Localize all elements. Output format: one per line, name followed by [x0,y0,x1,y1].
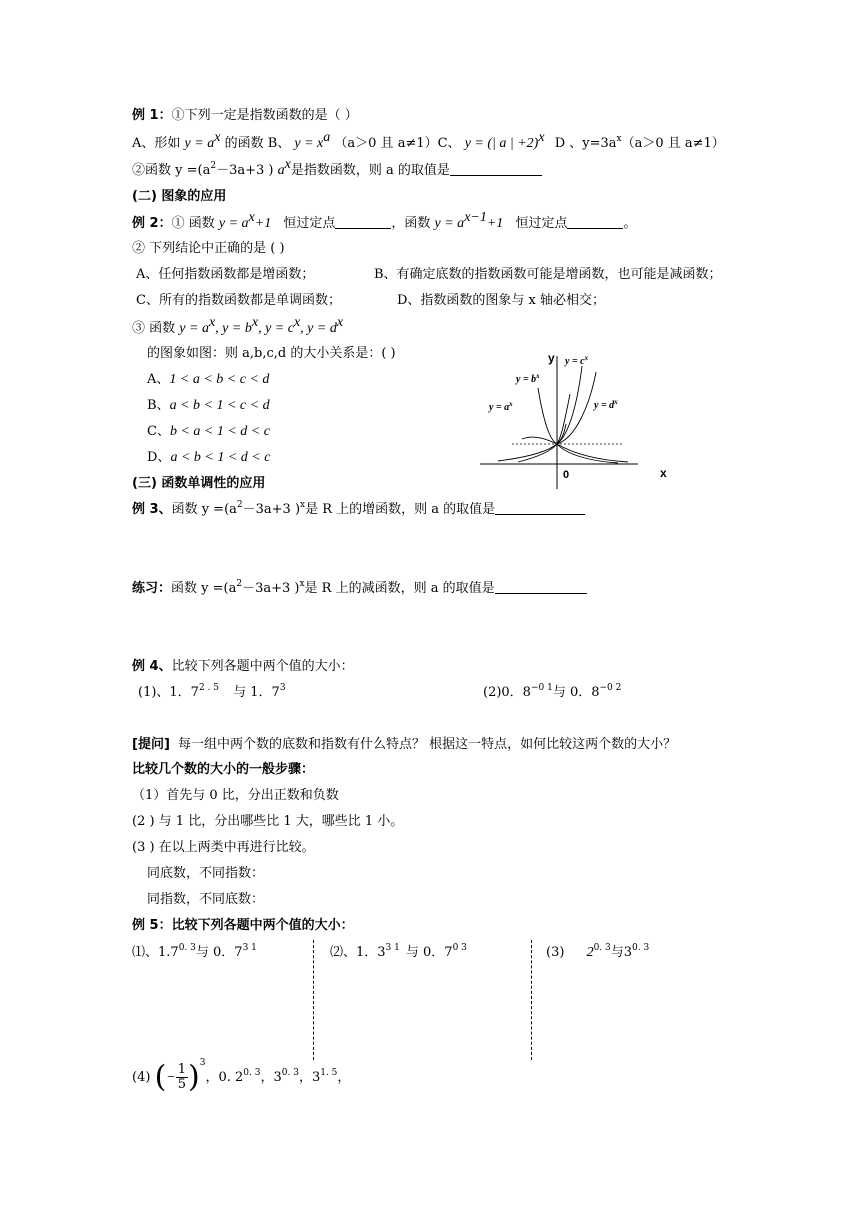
ex2-optD [147,449,270,467]
ex1-optC-sup: x [538,130,545,145]
ex1-optD-sup: x [616,134,622,144]
ex5-p2 [330,944,467,962]
ex1-q2-line [132,157,542,180]
ex1-optD: D 、y=3a [554,136,617,151]
ex2-optC-label: C、 [147,424,170,439]
ex2-p1-pre: ① 函数 [171,216,215,231]
ex4-p2-sup1: −0 1 [530,683,553,693]
ex2-p1-dot: 。 [623,216,637,231]
ex5-p4-rest1: ，0. 2 [205,1070,244,1085]
ex2-p2-cd [136,292,606,310]
ex2-p3-m4: , y = d [300,321,337,336]
ex4-p2 [483,684,621,702]
ex2-p1-mid: 恒过定点 [283,216,336,231]
ex5-p3 [546,944,649,962]
section-2-heading: (二) 图象的应用 [132,189,227,204]
ex5-p4 [132,1058,350,1098]
practice-pre: 函数 y =(a [171,581,237,596]
ex2-optA [147,371,269,389]
ex2-p1-math1: y = a [218,216,249,231]
ex5-p4-sup1: 0. 3 [243,1068,261,1078]
ex4-p1-pre: (1)、1．7 [138,685,199,700]
ex4-p1-mid: 与 1．7 [233,685,280,700]
ex3-line [132,501,585,519]
ex2-p3-s1: x [208,315,216,330]
ex2-p3-line [132,315,344,338]
ex3-sup: 2 [236,500,243,510]
ex5-p3-base1: 2 [586,945,594,960]
ex2-p3-m2: , y = b [215,321,252,336]
ex5-p2-pre: ⑵、1．3 [330,945,386,960]
ex2-p2-optA: A、任何指数函数都是增函数； [136,267,315,282]
steps-title: 比较几个数的大小的一般步骤： [132,762,315,777]
ex2-title: 例 2： [132,216,172,231]
ex2-p2: ② 下列结论中正确的是 ( ) [132,241,285,256]
answer-blank [450,162,542,176]
ex2-optA-text: 1 < a < b < c < d [169,372,270,387]
ex4-p1-sup2: 3 [279,683,286,693]
section-3-heading: (三) 函数单调性的应用 [132,476,266,491]
ex1-question: ①下列一定是指数函数的是（ ） [171,108,358,123]
ex2-optB [147,397,270,415]
ex1-q2-post: 是指数函数，则 a 的取值是 [290,163,450,178]
label-b: $y = b^x$ [516,372,540,385]
ex1-optA-math: y = a [184,136,215,151]
practice-post: 是 R 上的减函数，则 a 的取值是 [304,581,495,596]
ex1-optA-sup: x [214,130,221,145]
label-c: $y = c^x$ [565,354,589,367]
ex1-optB-post: （a＞0 且 a≠1）C、 [334,136,461,151]
curve-c-right [557,366,582,444]
ex5-p4-fraction [176,1063,188,1092]
ex1-q2-sup2: x [284,157,291,172]
ex2-p3-s4: x [336,315,344,330]
ex4-p1-sup1: 2 . 5 [198,683,220,693]
ex2-p2-optC: C、所有的指数函数都是单调函数； [136,293,341,308]
ex2-p3-desc: 的图象如图：则 a,b,c,d 的大小关系是：( ) [147,346,396,361]
ex5-p4-sup3: 1. 5 [320,1068,338,1078]
y-axis-label: y [548,351,555,365]
x-axis-label: x [660,466,667,480]
ex2-p1-math2: y = a [434,216,465,231]
answer-blank [495,501,585,515]
ex5-p4-neg: − [166,1070,176,1085]
ex1-question-line [132,107,358,125]
ex2-p1-sup2: x−1 [464,210,487,225]
step-4: 同底数，不同指数： [147,866,265,881]
ex2-p2-ab [136,266,722,284]
ex2-p3-s3: x [293,315,301,330]
ex3-mid: －3a+3 ) [242,502,301,517]
ex2-p2-optD: D、指数函数的图象与 x 轴必相交； [397,293,606,308]
fraction-numerator: 1 [177,1062,187,1077]
ex2-p3-m3: , y = c [258,321,294,336]
ex5-p4-rest2: ，3 [260,1070,282,1085]
practice-mid: －3a+3 ) [242,581,300,596]
ex1-title: 例 1： [132,108,172,123]
ex2-p1-math1b: +1 [254,216,272,231]
ex2-p3-pre: ③ 函数 [132,321,176,336]
ex2-p1-end: 恒过定点 [515,216,568,231]
ex1-optA-post: 的函数 B、 [224,136,291,151]
answer-blank [495,580,587,594]
ex1-options-line [132,130,725,153]
curve-d-right [557,372,596,444]
ex5-title: 例 5：比较下列各题中两个值的大小： [132,918,354,933]
ex5-p1-pre: ⑴、1.7 [132,945,179,960]
ex1-optD-post: （a＞0 且 a≠1） [621,136,725,151]
ex1-q2-math: a [277,163,285,178]
ex4-p2-mid: 与 0．8 [552,685,600,700]
ex2-p2-optB: B、有确定底数的指数函数可能是增函数，也可能是减函数； [374,267,722,282]
step-1: （1）首先与 0 比，分出正数和负数 [132,788,339,803]
origin-label: 0 [563,469,570,481]
ex5-p3-sup1: 0. 3 [593,943,611,953]
practice-sup2: x [299,579,305,589]
ex5-p1 [132,944,257,962]
step-5: 同指数，不同底数： [147,892,265,907]
ex4-p2-sup2: −0 2 [599,683,622,693]
ex1-optC-math: y = (| a | +2) [464,136,539,151]
ex4-title: 例 4、 [132,659,172,674]
ex2-optC-text: b < a < 1 < d < c [169,424,270,439]
ex1-optA-pre: A、形如 [132,136,181,151]
divider-2 [531,940,532,1060]
ex5-p2-mid: 与 0．7 [405,945,453,960]
ex5-p4-rest3: ，3 [298,1070,321,1085]
ex5-p3-label: (3) [546,945,565,960]
prompt-text: 每一组中两个数的底数和指数有什么特点？ 根据这一特点，如何比较这两个数的大小？ [178,737,677,752]
ex2-p3-m1: y = a [179,321,209,336]
ex4-text: 比较下列各题中两个值的大小： [171,659,354,674]
answer-blank [335,215,391,229]
exp-function-graph [478,344,683,494]
ex5-p4-sup2: 0. 3 [281,1068,299,1078]
ex4-p2-pre: (2)0．8 [483,685,531,700]
ex3-sup2: x [300,500,306,510]
prompt-label: [提问] [132,737,170,752]
ex5-p4-label: (4) [132,1070,151,1085]
divider-1 [313,940,314,1060]
ex1-optB-math: y = x [294,136,324,151]
ex5-p3-sup2: 0. 3 [632,943,650,953]
practice-line [132,580,587,598]
label-d: $y = d^x$ [594,398,618,411]
curve-b [518,394,570,462]
ex3-title: 例 3、 [132,502,172,517]
ex2-p1-mid2: ，函数 [391,216,431,231]
ex5-p2-sup1: 3 1 [385,943,400,953]
ex3-pre: 函数 y =(a [171,502,237,517]
ex2-optC [147,423,270,441]
ex5-p2-sup2: 0 3 [452,943,467,953]
practice-sup: 2 [236,579,243,589]
answer-blank [567,215,623,229]
question-prompt [132,736,676,754]
ex1-q2-pre: ②函数 y =(a [132,163,211,178]
ex5-p4-exp: 3 [199,1058,206,1068]
ex2-p1-sup1: x [248,210,255,225]
ex2-p1-math2b: +1 [486,216,504,231]
ex5-p4-end: ， [337,1070,351,1085]
ex1-optB-sup: a [323,130,331,145]
curve-d [522,437,628,462]
curve-a [498,424,566,461]
paren-close: ) [188,1059,200,1095]
ex1-q2-mid: －3a+3 ) [216,163,274,178]
practice-title: 练习： [132,581,172,596]
ex2-optB-text: a < b < 1 < c < d [169,398,270,413]
ex4-line [132,658,354,676]
ex2-optB-label: B、 [147,398,170,413]
ex2-optD-label: D、 [147,450,171,465]
ex3-post: 是 R 上的增函数，则 a 的取值是 [305,502,496,517]
ex2-optD-text: a < b < 1 < d < c [170,450,271,465]
step-3: (3 ) 在以上两类中再进行比较。 [132,840,315,855]
ex5-p1-mid: 与 0．7 [195,945,243,960]
ex2-p3-s2: x [251,315,259,330]
ex5-p1-sup2: 3 1 [242,943,257,953]
ex5-p3-mid: 与3 [610,945,633,960]
label-a: $y = a^x$ [489,400,513,413]
paren-open: ( [154,1059,167,1095]
fraction-denominator: 5 [177,1077,187,1092]
ex2-p1-line [132,210,637,233]
ex2-optA-label: A、 [147,372,170,387]
ex5-p1-sup1: 0. 3 [178,943,196,953]
ex1-q2-sup: 2 [210,161,217,171]
step-2: (2 ) 与 1 比，分出哪些比 1 大，哪些比 1 小。 [132,814,404,829]
ex4-p1 [138,684,286,702]
